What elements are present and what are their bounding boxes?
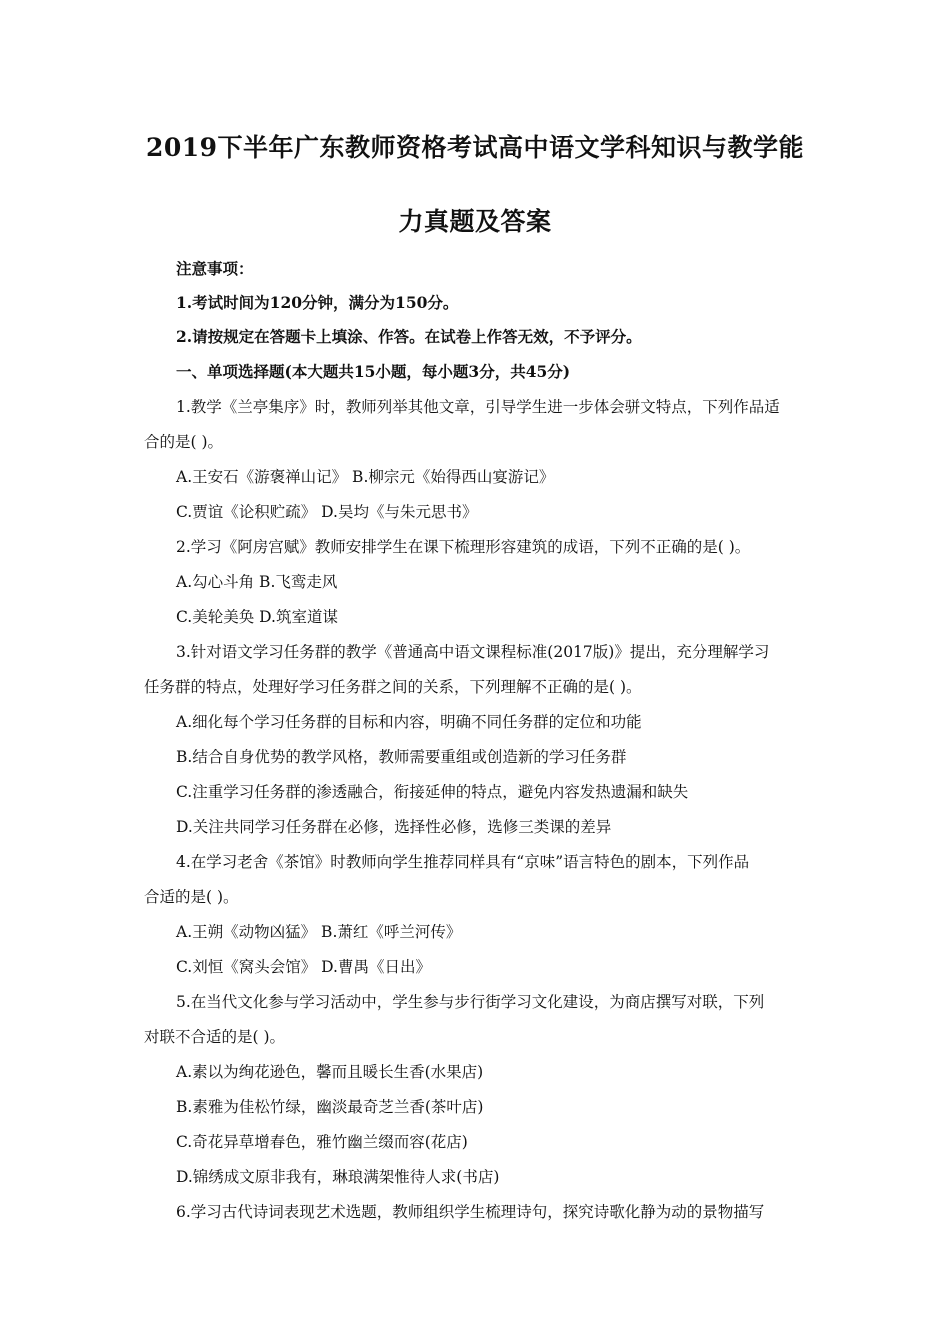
question-5-option-c: C.奇花异草增春色，雅竹幽兰缀而容(花店) — [176, 1133, 468, 1151]
notice-heading: 注意事项： — [176, 259, 254, 278]
section-heading: 一、单项选择题(本大题共15小题，每小题3分，共45分) — [176, 362, 571, 381]
question-5-option-b: B.素雅为佳松竹绿，幽淡最奇芝兰香(茶叶店) — [176, 1098, 484, 1116]
question-2-options-ab: A.勾心斗角 B.飞鸾走风 — [176, 573, 338, 591]
question-3-stem: 3.针对语文学习任务群的教学《普通高中语文课程标准(2017版)》提出，充分理解学习 — [176, 643, 770, 661]
question-5-option-a: A.素以为绚花逊色，馨而且暖长生香(水果店) — [176, 1063, 484, 1081]
question-4-options-ab: A.王朔《动物凶猛》 B.萧红《呼兰河传》 — [176, 923, 462, 941]
question-1-options-cd: C.贾谊《论积贮疏》 D.吴均《与朱元思书》 — [176, 503, 478, 521]
notice-item-1: 1.考试时间为120分钟，满分为150分。 — [176, 293, 459, 312]
question-1-stem: 1.教学《兰亭集序》时，教师列举其他文章，引导学生进一步体会骈文特点，下列作品适 — [176, 398, 780, 416]
question-5-option-d: D.锦绣成文原非我有，琳琅满架惟待人求(书店) — [176, 1168, 500, 1186]
question-3-option-a: A.细化每个学习任务群的目标和内容，明确不同任务群的定位和功能 — [176, 713, 642, 731]
notice-item-2: 2.请按规定在答题卡上填涂、作答。在试卷上作答无效，不予评分。 — [176, 327, 642, 346]
question-3-option-b: B.结合自身优势的教学风格，教师需要重组或创造新的学习任务群 — [176, 748, 627, 766]
question-5-stem: 5.在当代文化参与学习活动中，学生参与步行街学习文化建设，为商店撰写对联，下列 — [176, 993, 765, 1011]
question-4-options-cd: C.刘恒《窝头会馆》 D.曹禺《日出》 — [176, 958, 431, 976]
question-4-stem-cont: 合适的是( )。 — [144, 888, 239, 906]
question-6-stem: 6.学习古代诗词表现艺术选题，教师组织学生梳理诗句，探究诗歌化静为动的景物描写 — [176, 1203, 765, 1221]
question-2-stem: 2.学习《阿房宫赋》教师安排学生在课下梳理形容建筑的成语，下列不正确的是( )。 — [176, 538, 751, 556]
question-1-stem-cont: 合的是( )。 — [144, 433, 224, 451]
question-4-stem: 4.在学习老舍《茶馆》时教师向学生推荐同样具有“京味”语言特色的剧本，下列作品 — [176, 853, 750, 871]
question-3-stem-cont: 任务群的特点，处理好学习任务群之间的关系，下列理解不正确的是( )。 — [144, 678, 642, 696]
question-3-option-d: D.关注共同学习任务群在必修，选择性必修，选修三类课的差异 — [176, 818, 612, 836]
question-1-options-ab: A.王安石《游褒禅山记》 B.柳宗元《始得西山宴游记》 — [176, 468, 555, 486]
page-title-line-1: 2019下半年广东教师资格考试高中语文学科知识与教学能 — [145, 133, 805, 162]
question-5-stem-cont: 对联不合适的是( )。 — [144, 1028, 286, 1046]
question-2-options-cd: C.美轮美奂 D.筑室道谋 — [176, 608, 338, 626]
question-3-option-c: C.注重学习任务群的渗透融合，衔接延伸的特点，避免内容发热遗漏和缺失 — [176, 783, 689, 801]
page-title-line-2: 力真题及答案 — [398, 207, 552, 236]
